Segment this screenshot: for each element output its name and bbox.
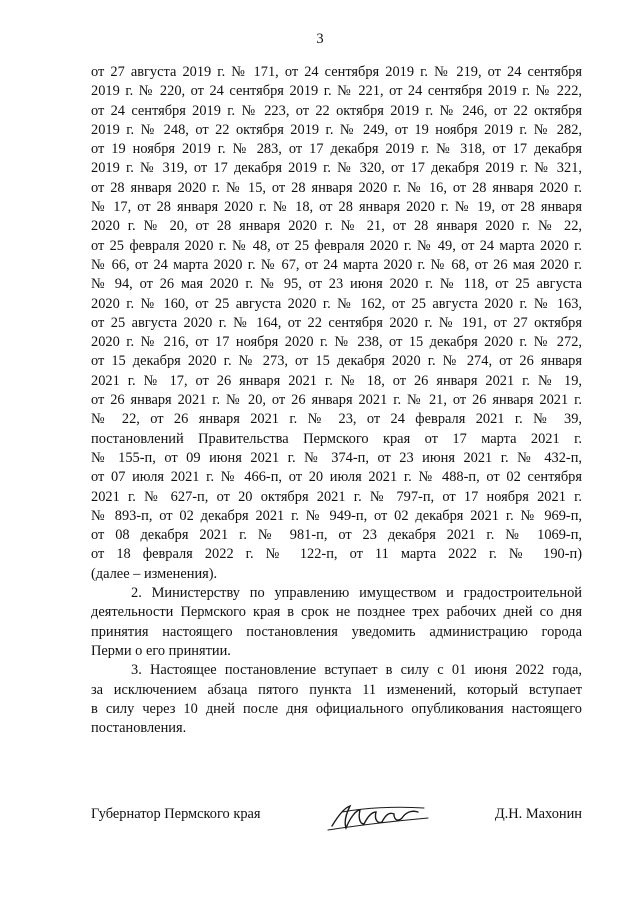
text-line: 2019 г. № 220, от 24 сентября 2019 г. № 221, от 24 сентября 2019 г. № 222,	[91, 83, 582, 100]
document-body	[91, 63, 582, 738]
text-line: от 28 января 2020 г. № 15, от 28 января 2020 г. № 16, от 28 января 2020 г.	[91, 179, 582, 196]
text-line: № 66, от 24 марта 2020 г. № 67, от 24 марта 2020 г. № 68, от 26 мая 2020 г.	[91, 256, 582, 273]
text-line: 2019 г. № 248, от 22 октября 2019 г. № 249, от 19 ноября 2019 г. № 282,	[91, 121, 582, 138]
text-line: (далее – изменения).	[91, 565, 218, 582]
handwritten-signature	[324, 796, 434, 836]
text-line: за исключением абзаца пятого пункта 11 изменений, который вступает	[91, 681, 582, 698]
text-line: от 26 января 2021 г. № 20, от 26 января 2021 г. № 21, от 26 января 2021 г.	[91, 392, 582, 409]
text-line: № 94, от 26 мая 2020 г. № 95, от 23 июня 2020 г. № 118, от 25 августа	[91, 276, 582, 293]
signer-name: Д.Н. Махонин	[494, 806, 582, 822]
paragraph-item-3	[91, 661, 582, 738]
text-line: 2. Министерству по управлению имуществом и градостроительной	[131, 585, 582, 602]
text-line: 2021 г. № 17, от 26 января 2021 г. № 18, от 26 января 2021 г. № 19,	[91, 372, 582, 389]
page-number: 3	[316, 31, 324, 47]
text-line: № 17, от 28 января 2020 г. № 18, от 28 января 2020 г. № 19, от 28 января	[91, 199, 582, 216]
text-line: от 25 августа 2020 г. № 164, от 22 сентября 2020 г. № 191, от 27 октября	[91, 314, 582, 331]
text-line: от 15 декабря 2020 г. № 273, от 15 декабря 2020 г. № 274, от 26 января	[91, 353, 582, 370]
text-line: 2020 г. № 160, от 25 августа 2020 г. № 162, от 25 августа 2020 г. № 163,	[91, 295, 582, 312]
text-line: Перми о его принятии.	[91, 642, 231, 659]
text-line: в силу через 10 дней после дня официального опубликования настоящего	[91, 700, 582, 717]
signer-position: Губернатор Пермского края	[91, 806, 261, 822]
text-line: от 25 февраля 2020 г. № 48, от 25 февраля 2020 г. № 49, от 24 марта 2020 г.	[91, 237, 582, 254]
text-line: от 27 августа 2019 г. № 171, от 24 сентября 2019 г. № 219, от 24 сентября	[91, 64, 582, 80]
text-line: от 07 июля 2021 г. № 466-п, от 20 июля 2021 г. № 488-п, от 02 сентября	[91, 469, 582, 486]
text-line: № 155-п, от 09 июня 2021 г. № 374-п, от 23 июня 2021 г. № 432-п,	[91, 449, 582, 466]
text-line: от 18 февраля 2022 г. № 122-п, от 11 марта 2022 г. № 190-п)	[91, 546, 582, 563]
text-line: № 893-п, от 02 декабря 2021 г. № 949-п, от 02 декабря 2021 г. № 969-п,	[91, 507, 582, 524]
text-line: 3. Настоящее постановление вступает в силу с 01 июня 2022 года,	[131, 662, 582, 679]
paragraph-item-2	[91, 584, 582, 661]
text-line: постановления.	[91, 720, 187, 737]
paragraph-continuation	[91, 63, 582, 584]
text-line: 2020 г. № 216, от 17 ноября 2020 г. № 238, от 15 декабря 2020 г. № 272,	[91, 334, 582, 351]
text-line: от 19 ноября 2019 г. № 283, от 17 декабря 2019 г. № 318, от 17 декабря	[91, 141, 582, 158]
text-line: от 24 сентября 2019 г. № 223, от 22 октября 2019 г. № 246, от 22 октября	[91, 102, 582, 119]
text-line: от 08 декабря 2021 г. № 981-п, от 23 декабря 2021 г. № 1069-п,	[91, 527, 582, 544]
signature-block	[91, 804, 582, 838]
text-line: постановлений Правительства Пермского края от 17 марта 2021 г.	[91, 430, 582, 447]
text-line: 2021 г. № 627-п, от 20 октября 2021 г. № 797-п, от 17 ноября 2021 г.	[91, 488, 582, 505]
text-line: № 22, от 26 января 2021 г. № 23, от 24 февраля 2021 г. № 39,	[91, 411, 582, 428]
text-line: деятельности Пермского края в срок не позднее трех рабочих дней со дня	[91, 604, 582, 621]
text-line: принятия настоящего постановления уведомить администрацию города	[91, 623, 582, 640]
text-line: 2020 г. № 20, от 28 января 2020 г. № 21, от 28 января 2020 г. № 22,	[91, 218, 582, 235]
text-line: 2019 г. № 319, от 17 декабря 2019 г. № 320, от 17 декабря 2019 г. № 321,	[91, 160, 582, 177]
